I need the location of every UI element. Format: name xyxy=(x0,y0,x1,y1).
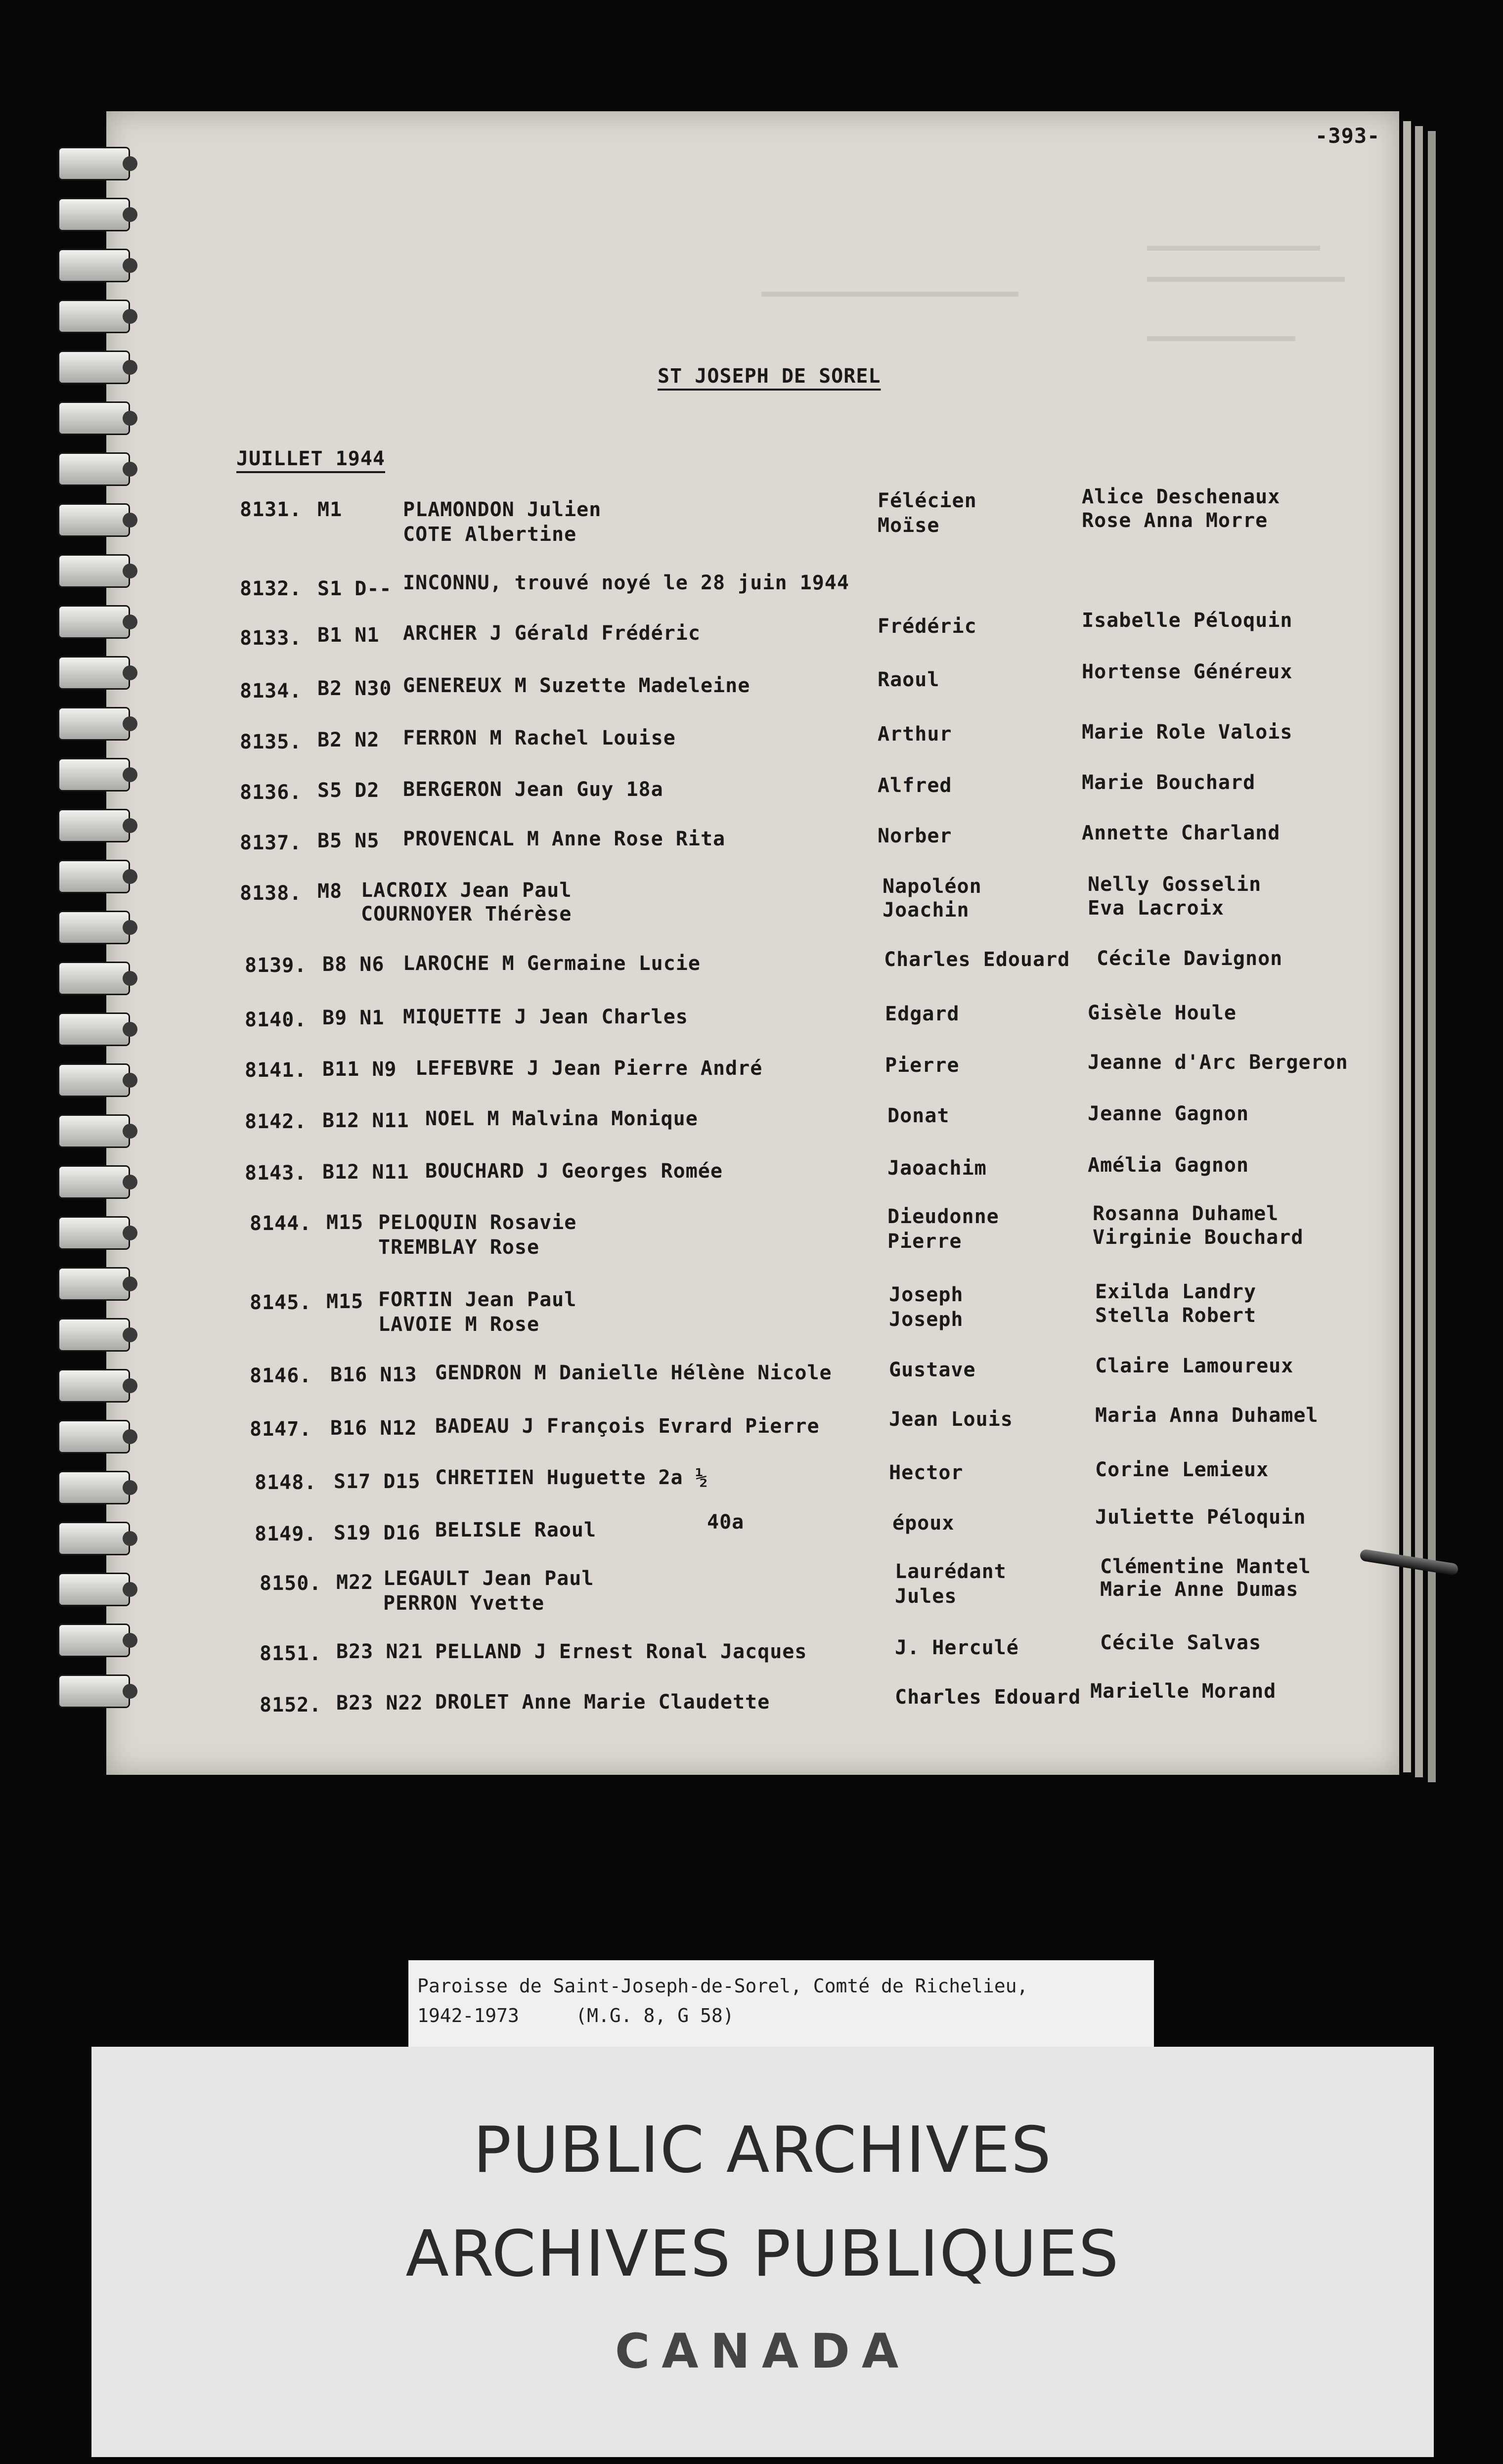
caption-line: Paroisse de Saint-Joseph-de-Sorel, Comté de Richelieu, xyxy=(417,1975,1028,1997)
spiral-ring xyxy=(59,556,129,586)
page-edge xyxy=(1403,121,1411,1772)
caption-line: 1942-1973 (M.G. 8, G 58) xyxy=(417,2005,734,2026)
page-number: -393- xyxy=(1315,124,1380,148)
spiral-ring xyxy=(59,759,129,790)
entry-father: Frédéric xyxy=(878,615,977,638)
stamp-line-english: PUBLIC ARCHIVES xyxy=(473,2113,1052,2187)
spiral-ring xyxy=(59,861,129,892)
entry-name-second: TREMBLAY Rose xyxy=(378,1236,540,1259)
spiral-ring xyxy=(59,912,129,943)
entry-code: S19 D16 xyxy=(334,1522,421,1544)
entry-father: Charles Edouard xyxy=(884,948,1070,971)
entry-code: M8 xyxy=(317,880,343,903)
entry-name: GENDRON M Danielle Hélène Nicole xyxy=(435,1362,832,1384)
entry-mother-second: Virginie Bouchard xyxy=(1093,1226,1304,1249)
entry-father: Hector xyxy=(889,1461,964,1484)
entry-mother: Marie Bouchard xyxy=(1082,771,1256,794)
spiral-ring xyxy=(59,250,129,281)
entry-code: M15 xyxy=(326,1290,364,1313)
spiral-ring xyxy=(59,454,129,484)
entry-name: DROLET Anne Marie Claudette xyxy=(435,1691,770,1714)
entry-name-second: COURNOYER Thérèse xyxy=(361,903,572,925)
entry-mother-second: Stella Robert xyxy=(1095,1304,1257,1327)
entry-code: B11 N9 xyxy=(322,1058,397,1081)
entry-father: Dieudonne xyxy=(887,1205,999,1228)
entry-mother: Amélia Gagnon xyxy=(1088,1154,1249,1177)
entry-code: M1 xyxy=(317,498,343,521)
entry-number: 8144. xyxy=(250,1212,312,1235)
entry-mother-second: Marie Anne Dumas xyxy=(1100,1578,1299,1601)
entry-father: Laurédant xyxy=(895,1560,1007,1583)
entry-name: PELLAND J Ernest Ronal Jacques xyxy=(435,1640,807,1663)
entry-code: S5 D2 xyxy=(317,779,380,802)
spiral-ring xyxy=(59,1014,129,1045)
entry-father: J. Herculé xyxy=(895,1636,1019,1659)
entry-father: Gustave xyxy=(889,1359,976,1381)
entry-father: Pierre xyxy=(885,1054,960,1077)
spiral-ring xyxy=(59,607,129,637)
entry-name: BERGERON Jean Guy 18a xyxy=(403,778,663,801)
entry-mother: Jeanne Gagnon xyxy=(1088,1102,1249,1125)
entry-father: Charles Edouard xyxy=(895,1686,1081,1709)
entry-code: B12 N11 xyxy=(322,1161,409,1184)
entry-mother: Marie Role Valois xyxy=(1082,721,1293,744)
entry-mother: Clémentine Mantel xyxy=(1100,1555,1311,1578)
entry-name: INCONNU, trouvé noyé le 28 juin 1944 xyxy=(403,572,849,594)
entry-father-second: Moïse xyxy=(878,514,940,537)
entry-mother: Cécile Davignon xyxy=(1097,947,1283,970)
entry-number: 8137. xyxy=(240,832,302,854)
entry-mother: Annette Charland xyxy=(1082,822,1281,844)
entry-code: B8 N6 xyxy=(322,953,385,976)
spiral-ring xyxy=(59,1523,129,1554)
entry-mother: Alice Deschenaux xyxy=(1082,485,1281,508)
entry-number: 8151. xyxy=(260,1642,322,1665)
entry-number: 8131. xyxy=(240,498,302,521)
spiral-ring xyxy=(59,148,129,179)
entry-father: Edgard xyxy=(885,1003,960,1025)
entry-number: 8133. xyxy=(240,627,302,650)
entry-father: Alfred xyxy=(878,774,952,797)
spiral-ring xyxy=(59,1065,129,1096)
entry-name: PLAMONDON Julien xyxy=(403,498,602,521)
entry-father: Jaoachim xyxy=(887,1157,987,1180)
archive-caption xyxy=(408,1960,1154,2052)
entry-mother: Jeanne d'Arc Bergeron xyxy=(1088,1051,1348,1074)
entry-name: GENEREUX M Suzette Madeleine xyxy=(403,674,751,697)
entry-code: B16 N12 xyxy=(330,1417,417,1440)
entry-code: B2 N2 xyxy=(317,729,380,751)
entry-number: 8142. xyxy=(245,1110,307,1133)
entry-mother: Hortense Généreux xyxy=(1082,660,1293,683)
entry-name: LACROIX Jean Paul xyxy=(361,879,572,902)
entry-number: 8145. xyxy=(250,1291,312,1314)
entry-number: 8141. xyxy=(245,1059,307,1082)
entry-number: 8134. xyxy=(240,680,302,703)
entry-name: ARCHER J Gérald Frédéric xyxy=(403,622,701,645)
entry-mother: Maria Anna Duhamel xyxy=(1095,1404,1319,1427)
entry-mother: Cécile Salvas xyxy=(1100,1631,1262,1654)
entry-name: LEGAULT Jean Paul xyxy=(383,1567,594,1590)
entry-code: B2 N30 xyxy=(317,677,392,700)
entry-father-second: Pierre xyxy=(887,1230,962,1253)
entry-father: Joseph xyxy=(889,1283,964,1306)
stamp-line-french: ARCHIVES PUBLIQUES xyxy=(405,2217,1120,2291)
spiral-ring xyxy=(59,301,129,332)
entry-mother: Gisèle Houle xyxy=(1088,1002,1237,1024)
stamp-line-country: CANADA xyxy=(615,2324,911,2379)
spiral-ring xyxy=(59,1269,129,1299)
spiral-ring xyxy=(59,352,129,383)
entry-number: 8139. xyxy=(245,954,307,977)
spiral-ring xyxy=(59,1116,129,1146)
entry-code: M15 xyxy=(326,1211,364,1234)
entry-number: 8140. xyxy=(245,1009,307,1031)
entry-code: S17 D15 xyxy=(334,1470,421,1493)
entry-father-second: Joseph xyxy=(889,1308,964,1331)
spiral-ring xyxy=(59,658,129,688)
entry-name: MIQUETTE J Jean Charles xyxy=(403,1006,688,1028)
entry-name: PELOQUIN Rosavie xyxy=(378,1211,577,1234)
spiral-ring xyxy=(59,505,129,535)
entry-name: FORTIN Jean Paul xyxy=(378,1288,577,1311)
bleed-through-mark xyxy=(1147,246,1320,251)
entry-code: B16 N13 xyxy=(330,1364,417,1386)
entry-mother-second: Rose Anna Morre xyxy=(1082,509,1268,532)
entry-name: FERRON M Rachel Louise xyxy=(403,727,676,749)
entry-name: BOUCHARD J Georges Romée xyxy=(425,1160,723,1183)
entry-name: PROVENCAL M Anne Rose Rita xyxy=(403,828,726,850)
entry-name: NOEL M Malvina Monique xyxy=(425,1107,698,1130)
entry-father: Norber xyxy=(878,825,952,847)
bleed-through-mark xyxy=(1147,277,1345,282)
entry-number: 8147. xyxy=(250,1418,312,1441)
spiral-ring xyxy=(59,1676,129,1707)
spiral-ring xyxy=(59,1370,129,1401)
entry-code: B12 N11 xyxy=(322,1109,409,1132)
spiral-ring xyxy=(59,810,129,841)
entry-father: Napoléon xyxy=(883,875,982,898)
entry-number: 8138. xyxy=(240,882,302,905)
spiral-ring xyxy=(59,1472,129,1503)
entry-code: B1 N1 xyxy=(317,624,380,647)
entry-father: Arthur xyxy=(878,723,952,746)
page-edge xyxy=(1415,126,1423,1777)
entry-age: 40a xyxy=(707,1511,745,1534)
entry-mother: Nelly Gosselin xyxy=(1088,873,1262,896)
entry-code: B23 N21 xyxy=(336,1640,423,1663)
entry-number: 8136. xyxy=(240,781,302,804)
entry-name-second: COTE Albertine xyxy=(403,523,577,546)
entry-mother: Corine Lemieux xyxy=(1095,1458,1269,1481)
page-edge xyxy=(1428,131,1436,1782)
month-heading: JUILLET 1944 xyxy=(236,447,385,470)
archive-stamp xyxy=(91,2047,1434,2457)
entry-name: BELISLE Raoul xyxy=(435,1519,597,1541)
entry-father: Donat xyxy=(887,1104,950,1127)
entry-number: 8149. xyxy=(255,1523,317,1545)
document-title: ST JOSEPH DE SOREL xyxy=(658,365,881,388)
entry-father: Félécien xyxy=(878,489,977,512)
entry-mother: Rosanna Duhamel xyxy=(1093,1202,1279,1225)
entry-mother: Isabelle Péloquin xyxy=(1082,609,1293,632)
spiral-ring xyxy=(59,963,129,994)
entry-name: BADEAU J François Evrard Pierre xyxy=(435,1415,820,1438)
spiral-ring xyxy=(59,708,129,739)
entry-name: LEFEBVRE J Jean Pierre André xyxy=(415,1057,763,1080)
spiral-ring xyxy=(59,403,129,434)
spiral-ring xyxy=(59,199,129,230)
entry-mother: Exilda Landry xyxy=(1095,1280,1257,1303)
entry-number: 8146. xyxy=(250,1364,312,1387)
entry-father: Jean Louis xyxy=(889,1408,1013,1431)
entry-number: 8150. xyxy=(260,1572,322,1595)
entry-father: époux xyxy=(892,1512,955,1535)
entry-code: B23 N22 xyxy=(336,1692,423,1715)
entry-name-second: LAVOIE M Rose xyxy=(378,1313,540,1336)
entry-mother: Claire Lamoureux xyxy=(1095,1355,1294,1377)
entry-father-second: Jules xyxy=(895,1585,957,1608)
entry-code: B5 N5 xyxy=(317,830,380,852)
spiral-ring xyxy=(59,1320,129,1350)
entry-father: Raoul xyxy=(878,668,940,691)
entry-name-second: PERRON Yvette xyxy=(383,1592,545,1615)
spiral-ring xyxy=(59,1625,129,1656)
entry-mother: Juliette Péloquin xyxy=(1095,1506,1306,1529)
bleed-through-mark xyxy=(1147,336,1295,341)
entry-name: LAROCHE M Germaine Lucie xyxy=(403,952,701,975)
entry-mother: Marielle Morand xyxy=(1090,1680,1277,1703)
entry-name: CHRETIEN Huguette 2a ½ xyxy=(435,1466,708,1489)
entry-code: B9 N1 xyxy=(322,1007,385,1029)
entry-number: 8135. xyxy=(240,731,302,753)
spiral-ring xyxy=(59,1421,129,1452)
spiral-ring xyxy=(59,1218,129,1248)
spiral-ring xyxy=(59,1167,129,1197)
entry-number: 8148. xyxy=(255,1471,317,1494)
entry-number: 8152. xyxy=(260,1694,322,1716)
entry-number: 8132. xyxy=(240,577,302,600)
entry-code: S1 D-- xyxy=(317,577,392,600)
entry-mother-second: Eva Lacroix xyxy=(1088,897,1224,920)
entry-number: 8143. xyxy=(245,1162,307,1185)
entry-code: M22 xyxy=(336,1571,374,1594)
spiral-ring xyxy=(59,1574,129,1605)
entry-father-second: Joachin xyxy=(883,899,970,922)
bleed-through-mark xyxy=(761,292,1018,297)
